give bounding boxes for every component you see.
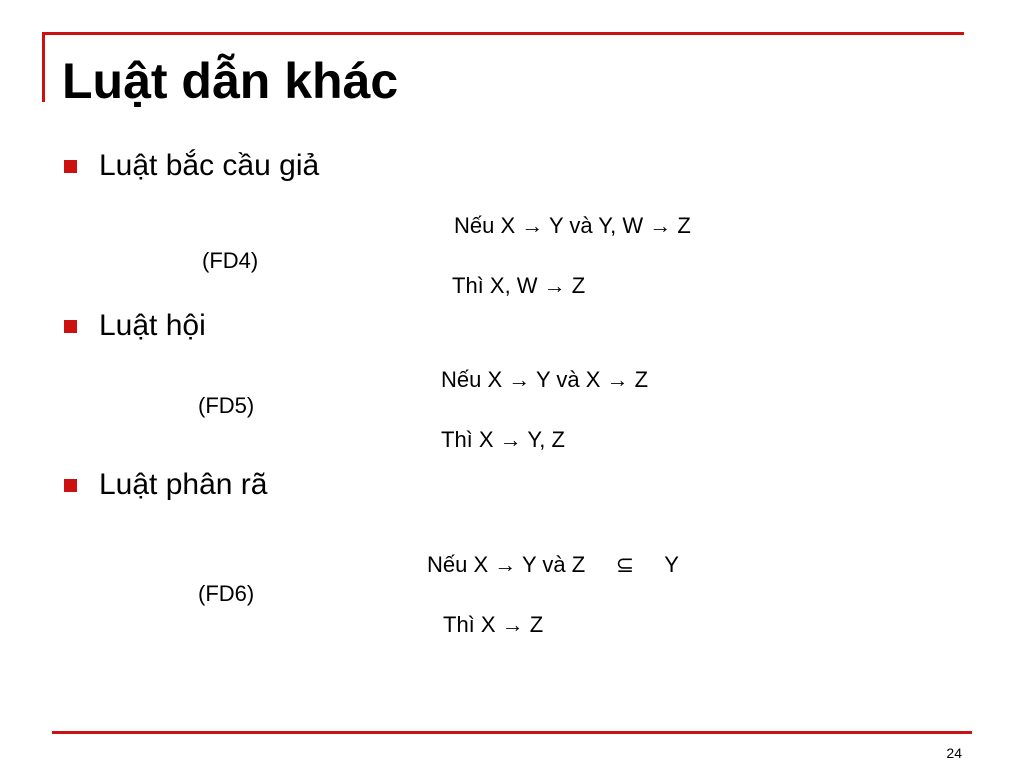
bullet-item-decomposition bbox=[64, 467, 267, 503]
fd6-label: (FD6) bbox=[198, 581, 255, 606]
bullet-item-pseudo-transitivity bbox=[64, 148, 319, 184]
fd5-if-formula: Nếu X → Y và X → Z bbox=[441, 367, 649, 392]
fd4-label: (FD4) bbox=[202, 248, 259, 273]
page-number: 24 bbox=[946, 745, 962, 761]
bottom-rule bbox=[52, 731, 972, 734]
fd6-then-formula: Thì X → Z bbox=[443, 612, 544, 637]
fd5-label: (FD5) bbox=[198, 393, 255, 418]
top-rule bbox=[42, 32, 964, 35]
fd4-then-formula: Thì X, W → Z bbox=[452, 273, 586, 298]
left-rule bbox=[42, 32, 45, 102]
bullet-text: Luật hội bbox=[99, 309, 206, 342]
fd6-if-formula: Nếu X → Y và Z ⊆ Y bbox=[427, 552, 679, 577]
square-bullet-icon bbox=[64, 479, 77, 492]
square-bullet-icon bbox=[64, 160, 77, 173]
fd4-if-formula: Nếu X → Y và Y, W → Z bbox=[454, 213, 691, 238]
square-bullet-icon bbox=[64, 320, 77, 333]
bullet-text: Luật bắc cầu giả bbox=[99, 149, 320, 182]
fd5-then-formula: Thì X → Y, Z bbox=[441, 427, 565, 452]
bullet-text: Luật phân rã bbox=[99, 468, 268, 501]
slide-title: Luật dẫn khác bbox=[62, 53, 399, 109]
bullet-item-union bbox=[64, 308, 206, 344]
